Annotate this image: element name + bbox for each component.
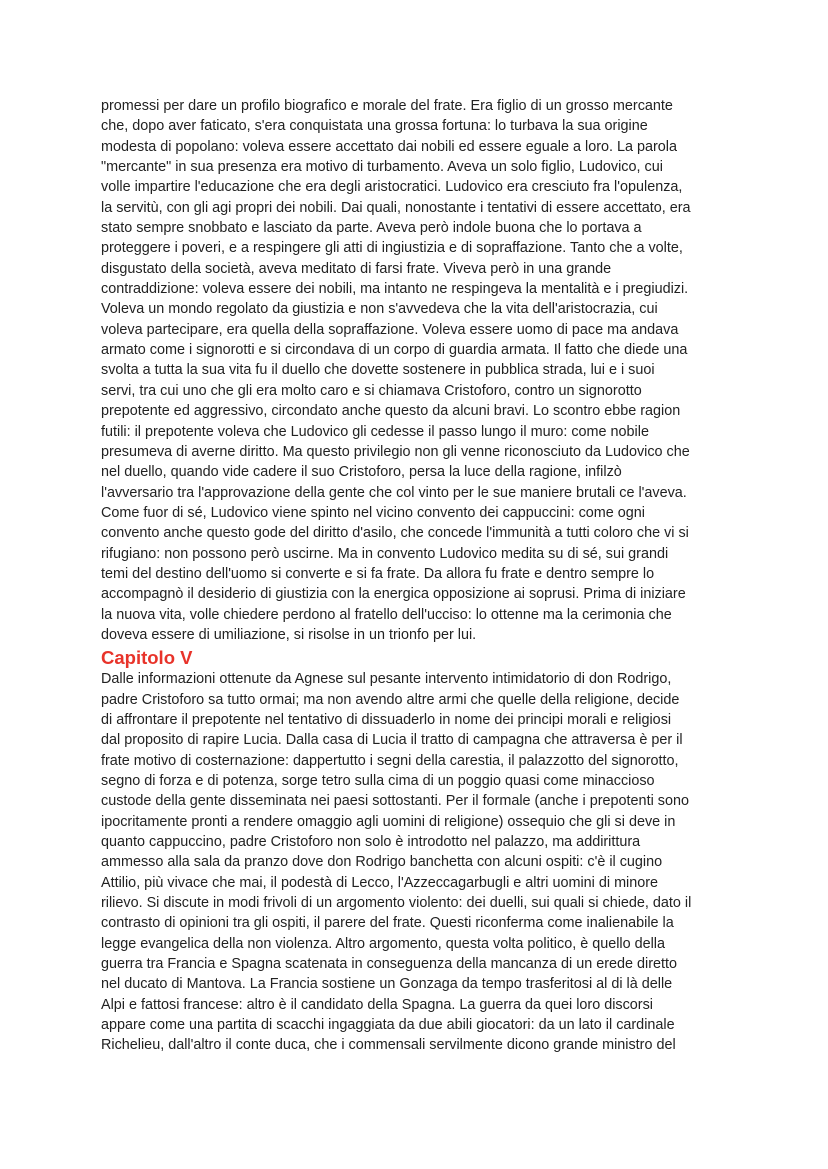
text-line: futili: il prepotente voleva che Ludovico gli cedesse il passo lungo il muro: come nobile xyxy=(101,423,649,440)
text-line: ipocritamente pronti a rendere omaggio agli uomini di religione) ossequio che gli si deve in xyxy=(101,813,676,830)
text-line: Attilio, più vivace che mai, il podestà di Lecco, l'Azzeccagarbugli e altri uomini di minore xyxy=(101,874,659,891)
text-line: padre Cristoforo sa tutto ormai; ma non avendo altre armi che quelle della religione, decide xyxy=(101,691,680,708)
text-line: convento anche questo gode del diritto d'asilo, che concede l'immunità a tutti coloro che vi si xyxy=(101,525,689,542)
text-line: Richelieu, dall'altro il conte duca, che i commensali servilmente dicono grande ministro del xyxy=(101,1037,676,1054)
text-line: rilievo. Si discute in modi frivoli di un argomento violento: dei duelli, sui quali si chiede, dato il xyxy=(101,895,692,912)
text-line: che, dopo aver faticato, s'era conquistata una grossa fortuna: lo turbava la sua origine xyxy=(101,118,648,135)
text-line: quanto cappuccino, padre Cristoforo non solo è introdotto nel palazzo, ma addirittura xyxy=(101,834,641,851)
text-line: guerra tra Francia e Spagna scatenata in conseguenza della mancanza di un erede diretto xyxy=(101,956,677,973)
text-line: dal proposito di rapire Lucia. Dalla casa di Lucia il tratto di campagna che attraversa è per il xyxy=(101,732,683,749)
chapter-heading: Capitolo V xyxy=(101,647,193,669)
text-line: proteggere i poveri, e a respingere gli atti di ingiustizia e di sopraffazione. Tanto che a volte, xyxy=(101,240,683,257)
text-line: modesta di popolano: voleva essere accettato dai nobili ed essere eguale a loro. La parola xyxy=(101,138,678,155)
text-line: prepotente ed aggressivo, circondato anche questo da alcuni bravi. Lo scontro ebbe ragion xyxy=(101,403,681,420)
text-line: contrasto di opinioni tra gli ospiti, il parere del frate. Questi riconferma come inalienabile la xyxy=(101,915,674,932)
text-line: ammesso alla sala da pranzo dove don Rodrigo banchetta con alcuni ospiti: c'è il cugino xyxy=(101,854,663,871)
paragraph-chapter-5-summary xyxy=(101,669,741,1056)
text-line: nel ducato di Mantova. La Francia sostiene un Gonzaga da tempo trasferitosi al di là delle xyxy=(101,976,673,993)
text-line: l'avversario tra l'approvazione della gente che col vinto per le sue maniere brutali ce l'aveva. xyxy=(101,484,687,501)
text-line: presumeva di averne diritto. Ma questo privilegio non gli venne riconosciuto da Ludovico che xyxy=(101,443,690,460)
text-line: legge evangelica della non violenza. Altro argomento, questa volta politico, è quello della xyxy=(101,935,666,952)
text-line: Voleva un mondo regolato da giustizia e non s'avvedeva che la vita dell'aristocrazia, cui xyxy=(101,301,658,318)
text-line: disgustato della società, aveva meditato di farsi frate. Viveva però in una grande xyxy=(101,260,612,277)
text-line: rifugiano: non possono però uscirne. Ma in convento Ludovico medita su di sé, sui grandi xyxy=(101,545,669,562)
text-line: stato sempre snobbato e lasciato da parte. Aveva però indole buona che lo portava a xyxy=(101,220,642,237)
text-line: la servitù, con gli agi propri dei nobili. Dai quali, nonostante i tentativi di essere accettato, era xyxy=(101,199,691,216)
text-line: promessi per dare un profilo biografico e morale del frate. Era figlio di un grosso mercante xyxy=(101,98,673,114)
text-line: volle impartire l'educazione che era degli aristocratici. Ludovico era cresciuto fra l'opulenza, xyxy=(101,179,683,196)
paragraph-fra-cristoforo-biography xyxy=(101,96,741,645)
text-line: doveva essere di umiliazione, si risolse in un trionfo per lui. xyxy=(101,626,477,643)
text-line: di affrontare il prepotente nel tentativo di dissuaderlo in nome dei principi morali e religiosi xyxy=(101,711,672,728)
text-line: la nuova vita, volle chiedere perdono al fratello dell'ucciso: lo ottenne ma la cerimonia che xyxy=(101,606,672,623)
text-line: accompagnò il desiderio di giustizia con la energica opposizione ai soprusi. Prima di iniziare xyxy=(101,586,686,603)
text-line: nel duello, quando vide cadere il suo Cristoforo, persa la luce della ragione, infilzò xyxy=(101,464,622,481)
text-line: custode della gente disseminata nei paesi sottostanti. Per il formale (anche i prepotenti sono xyxy=(101,793,689,810)
text-line: "mercante" in sua presenza era motivo di turbamento. Aveva un solo figlio, Ludovico, cui xyxy=(101,159,663,176)
text-line: frate motivo di costernazione: dappertutto i segni della carestia, il palazzotto del signorotto, xyxy=(101,752,679,769)
text-line: segno di forza e di potenza, sorge tetro sulla cima di un poggio quasi come minaccioso xyxy=(101,773,655,789)
text-line: Dalle informazioni ottenute da Agnese sul pesante intervento intimidatorio di don Rodrigo, xyxy=(101,671,672,688)
document-page xyxy=(101,96,741,1056)
text-line: armato come i signorotti e si circondava di un corpo di guardia armata. Il fatto che diede una xyxy=(101,342,688,359)
text-line: svolta a tutta la sua vita fu il duello che dovette sostenere in pubblica strada, lui e i suoi xyxy=(101,362,655,379)
text-line: Alpi e fattosi francese: altro è il candidato della Spagna. La guerra da quei loro discorsi xyxy=(101,996,653,1013)
text-line: contraddizione: voleva essere dei nobili, ma intanto ne respingeva la mentalità e i pregiudizi. xyxy=(101,281,689,298)
text-line: voleva partecipare, era quella della sopraffazione. Voleva essere uomo di pace ma andava xyxy=(101,321,679,338)
text-line: servi, tra cui uno che gli era molto caro e si chiamava Cristoforo, contro un signorotto xyxy=(101,382,642,399)
text-line: Come fuor di sé, Ludovico viene spinto nel vicino convento dei cappuccini: come ogni xyxy=(101,504,645,521)
text-line: appare come una partita di scacchi ingaggiata da due abili giocatori: da un lato il cardinale xyxy=(101,1017,675,1034)
text-line: temi del destino dell'uomo si converte e si fa frate. Da allora fu frate e dentro sempre lo xyxy=(101,565,655,582)
